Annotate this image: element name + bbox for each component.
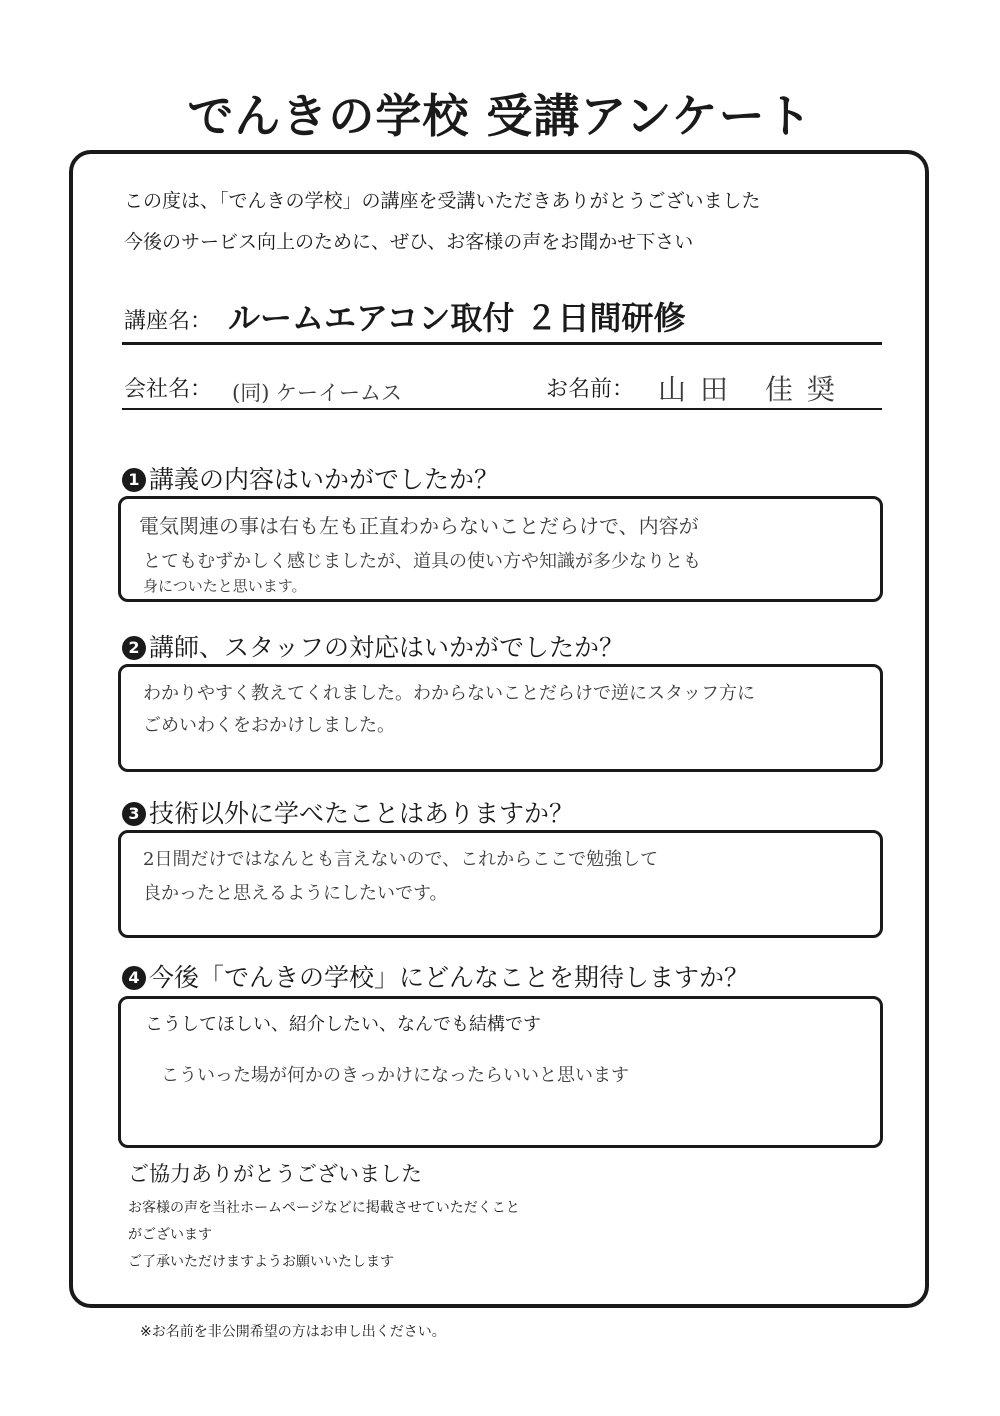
question-1-answer-line-2: とてもむずかしく感じましたが、道具の使い方や知識が多少なりとも [143,551,701,572]
question-2-number-badge: 2 [122,636,146,660]
question-4-text: 今後「でんきの学校」にどんなことを期待しますか？ [149,963,750,992]
intro-line-1: この度は、「でんきの学校」の講座を受講いただきありがとうございました [124,190,761,212]
question-4-heading [122,962,749,994]
question-4-hint: こうしてほしい、紹介したい、なんでも結構です [145,1014,541,1035]
question-3-answer-box [118,830,883,938]
question-2-answer-box [118,664,883,772]
name-label: お名前： [546,377,635,402]
question-3-answer-line-2: 良かったと思えるようにしたいです。 [143,883,448,904]
intro-line-2: 今後のサービス向上のために、ぜひ、お客様の声をお聞かせ下さい [124,231,694,253]
question-4-number-badge: 4 [122,966,146,990]
question-3-answer-line-1: 2日間だけではなんとも言えないので、これからここで勉強して [143,849,659,870]
company-value: (同) ケーイームス [232,381,403,405]
question-1-number-badge: 1 [122,468,146,492]
course-name: ルームエアコン取付 ２日間研修 [228,299,686,337]
thanks-message: ご協力ありがとうございました [128,1162,422,1186]
question-3-text: 技術以外に学べたことはありますか？ [149,799,575,828]
question-1-text: 講義の内容はいかがでしたか？ [149,465,500,494]
question-4-answer-line-1: こういった場が何かのきっかけになったらいいと思います [161,1065,629,1086]
question-3-number-badge: 3 [122,802,146,826]
course-row [122,296,882,345]
closing-note-1: お客様の声を当社ホームページなどに掲載させていただくこと [128,1200,520,1216]
name-value: 山田 佳奨 [658,373,849,406]
question-2-text: 講師、スタッフの対応はいかがでしたか？ [149,633,625,662]
course-label: 講座名： [124,309,213,334]
page-title: でんきの学校 受講アンケート [187,89,813,143]
question-3-heading [122,798,574,830]
question-1-answer-box [118,496,883,602]
question-2-heading [122,632,624,664]
question-4-answer-box [118,996,883,1148]
question-2-answer-line-2: ごめいわくをおかけしました。 [143,715,395,736]
question-1-answer-line-3: 身についたと思います。 [143,577,307,595]
closing-note-3: ご了承いただけますようお願いいたします [128,1254,394,1270]
question-1-heading [122,464,499,496]
footnote: ※お名前を非公開希望の方はお申し出ください。 [140,1324,446,1340]
question-1-answer-line-1: 電気関連の事は右も左も正直わからないことだらけで、内容が [139,514,699,538]
question-2-answer-line-1: わかりやすく教えてくれました。わからないことだらけで逆にスタッフ方に [143,683,755,704]
closing-note-2: がございます [128,1227,212,1243]
respondent-info-row [122,370,882,410]
company-label: 会社名： [124,377,213,402]
